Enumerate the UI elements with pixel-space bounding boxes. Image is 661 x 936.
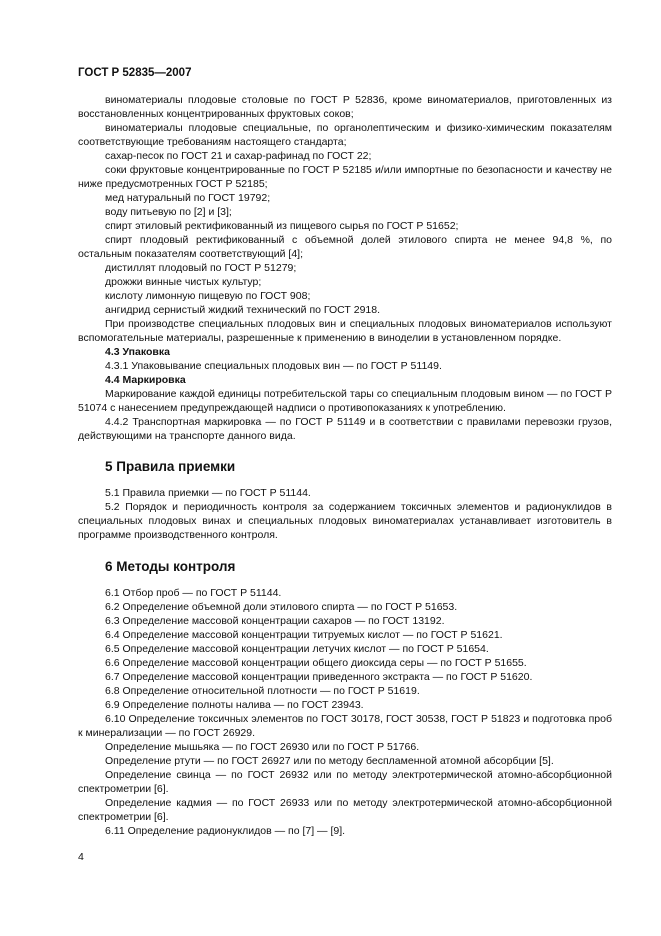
section-title-control-methods: 6 Методы контроля xyxy=(105,559,236,574)
paragraph: спирт этиловый ректификованный из пищевого сырья по ГОСТ Р 51652; xyxy=(105,220,459,232)
list-item: 6.4 Определение массовой концентрации титруемых кислот — по ГОСТ Р 51621. xyxy=(105,629,503,641)
paragraph: ангидрид сернистый жидкий технический по ГОСТ 2918. xyxy=(105,304,381,316)
subsection-title-marking: 4.4 Маркировка xyxy=(105,374,186,386)
paragraph: 4.4.2 Транспортная маркировка — по ГОСТ Р 51149 и в соответствии с правилами перевозки грузов, действующими на транспорте данного вида. xyxy=(78,416,612,442)
list-item: 6.2 Определение объемной доли этилового спирта — по ГОСТ Р 51653. xyxy=(105,601,458,613)
list-item: 6.9 Определение полноты налива — по ГОСТ 23943. xyxy=(105,699,364,711)
paragraph: воду питьевую по [2] и [3]; xyxy=(105,206,232,218)
section-title-acceptance-rules: 5 Правила приемки xyxy=(105,459,236,474)
list-item: 6.1 Отбор проб — по ГОСТ Р 51144. xyxy=(105,587,282,599)
list-item: 6.6 Определение массовой концентрации общего диоксида серы — по ГОСТ Р 51655. xyxy=(105,657,527,669)
paragraph: спирт плодовый ректификованный с объемной долей этилового спирта не менее 94,8 %, по остальным показателям соответствующий [4]; xyxy=(78,234,612,260)
document-header: ГОСТ Р 52835—2007 xyxy=(78,67,192,79)
paragraph: кислоту лимонную пищевую по ГОСТ 908; xyxy=(105,290,311,302)
paragraph: сахар-песок по ГОСТ 21 и сахар-рафинад по ГОСТ 22; xyxy=(105,150,372,162)
list-item: 6.10 Определение токсичных элементов по ГОСТ 30178, ГОСТ 30538, ГОСТ Р 51823 и подготовка проб к минерализации — по ГОСТ 26929. xyxy=(78,713,612,739)
list-item: Определение ртути — по ГОСТ 26927 или по методу беспламенной атомной абсорбции [5]. xyxy=(105,755,554,767)
paragraph: виноматериалы плодовые специальные, по органолептическим и физико-химическим показателям соответствующие требованиям настоящего стандарта; xyxy=(78,122,612,148)
list-item: 6.3 Определение массовой концентрации сахаров — по ГОСТ 13192. xyxy=(105,615,445,627)
paragraph: 4.3.1 Упаковывание специальных плодовых вин — по ГОСТ Р 51149. xyxy=(105,360,442,372)
list-item: Определение кадмия — по ГОСТ 26933 или по методу электротермической атомно-абсорбционной спектрометрии [6]. xyxy=(78,797,612,823)
paragraph: дистиллят плодовый по ГОСТ Р 51279; xyxy=(105,262,297,274)
paragraph: Маркирование каждой единицы потребительской тары со специальным плодовым вином — по ГОСТ Р 51074 с нанесением предупреждающей надписи о противопоказаниях к употреблению. xyxy=(78,388,612,414)
list-item: 6.7 Определение массовой концентрации приведенного экстракта — по ГОСТ Р 51620. xyxy=(105,671,533,683)
list-item: 6.11 Определение радионуклидов — по [7] — [9]. xyxy=(105,825,346,837)
list-item: Определение свинца — по ГОСТ 26932 или по методу электротермической атомно-абсорбционной спектрометрии [6]. xyxy=(78,769,612,795)
list-item: 6.5 Определение массовой концентрации летучих кислот — по ГОСТ Р 51654. xyxy=(105,643,489,655)
paragraph: 5.2 Порядок и периодичность контроля за содержанием токсичных элементов и радионуклидов в специальных плодовых винах и специальных плодовых виноматериалах устанавливает изготовитель в программе производственного контроля. xyxy=(78,501,612,541)
subsection-title-packaging: 4.3 Упаковка xyxy=(105,346,170,358)
paragraph: При производстве специальных плодовых вин и специальных плодовых виноматериалов используют вспомогательные материалы, разрешенные к применению в виноделии в установленном порядке. xyxy=(78,318,612,344)
list-item: Определение мышьяка — по ГОСТ 26930 или по ГОСТ Р 51766. xyxy=(105,741,420,753)
page-body xyxy=(78,93,612,838)
paragraph: 5.1 Правила приемки — по ГОСТ Р 51144. xyxy=(105,487,311,499)
paragraph: соки фруктовые концентрированные по ГОСТ Р 52185 и/или импортные по безопасности и качеству не ниже предусмотренных ГОСТ Р 52185; xyxy=(78,164,612,190)
paragraph: мед натуральный по ГОСТ 19792; xyxy=(105,192,271,204)
list-item: 6.8 Определение относительной плотности — по ГОСТ Р 51619. xyxy=(105,685,420,697)
page-number: 4 xyxy=(78,851,84,863)
paragraph: виноматериалы плодовые столовые по ГОСТ Р 52836, кроме виноматериалов, приготовленных из восстановленных концентрированных фруктовых соков; xyxy=(78,94,612,120)
paragraph: дрожжи винные чистых культур; xyxy=(105,276,262,288)
